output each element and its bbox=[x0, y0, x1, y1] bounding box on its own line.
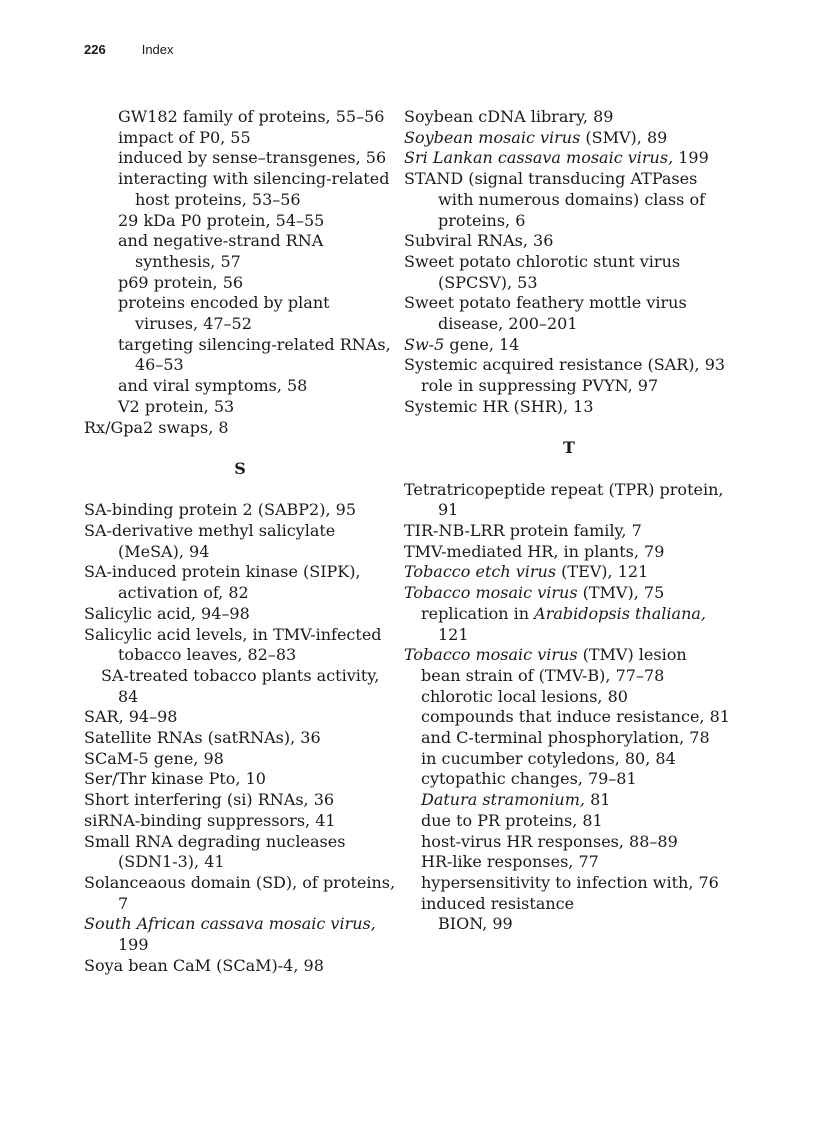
page-number: 226 bbox=[84, 42, 106, 57]
page-ref: 121 bbox=[438, 624, 469, 644]
index-entry: SAR, 94–98 bbox=[84, 707, 178, 727]
index-column-right bbox=[404, 107, 734, 935]
entry-text: replication in bbox=[421, 603, 535, 623]
section-letter-s: S bbox=[234, 458, 246, 478]
index-entry: Soybean cDNA library, 89 bbox=[404, 107, 614, 126]
entry-text: (TMV) lesion bbox=[577, 645, 687, 665]
italic-term: Datura stramonium, bbox=[421, 790, 585, 810]
section-letter-t: T bbox=[563, 438, 575, 458]
index-subentry bbox=[404, 604, 734, 645]
index-subentry: HR-like responses, 77 bbox=[421, 852, 599, 872]
index-subentry: in cucumber cotyledons, 80, 84 bbox=[421, 748, 676, 768]
page-ref: 81 bbox=[585, 790, 611, 810]
italic-term: South African cassava mosaic virus, bbox=[84, 914, 376, 934]
index-subentry: 29 kDa P0 protein, 54–55 bbox=[118, 210, 325, 230]
index-subentry: bean strain of (TMV-B), 77–78 bbox=[421, 665, 665, 685]
index-subentry: role in suppressing PVYN, 97 bbox=[421, 376, 659, 396]
page-ref: 199 bbox=[673, 148, 709, 168]
index-subentry: induced resistance bbox=[421, 893, 575, 913]
index-entry: Ser/Thr kinase Pto, 10 bbox=[84, 769, 266, 789]
index-column-left bbox=[84, 107, 396, 977]
index-entry bbox=[404, 335, 734, 356]
index-subentry: SA-treated tobacco plants activity, 84 bbox=[101, 665, 380, 706]
index-subentry: targeting silencing-related RNAs, 46–53 bbox=[118, 334, 391, 375]
index-entry bbox=[404, 645, 734, 666]
running-head bbox=[84, 42, 174, 57]
index-subentry: host-virus HR responses, 88–89 bbox=[421, 831, 678, 851]
italic-term: Tobacco mosaic virus bbox=[404, 583, 578, 603]
index-entry: Salicylic acid levels, in TMV-infected tobacco leaves, 82–83 bbox=[84, 624, 382, 665]
index-entry: SA-induced protein kinase (SIPK), activation of, 82 bbox=[84, 562, 361, 603]
index-subentry: proteins encoded by plant viruses, 47–52 bbox=[118, 293, 330, 334]
italic-term: Tobacco etch virus bbox=[404, 562, 557, 582]
italic-term: Tobacco mosaic virus bbox=[404, 645, 578, 665]
index-subentry: and C-terminal phosphorylation, 78 bbox=[421, 728, 710, 748]
entry-text: gene, 14 bbox=[444, 334, 520, 354]
index-entry: Short interfering (si) RNAs, 36 bbox=[84, 790, 335, 810]
index-subentry: cytopathic changes, 79–81 bbox=[421, 769, 637, 789]
index-entry bbox=[404, 562, 734, 583]
index-entry bbox=[404, 128, 734, 149]
italic-term: Sri Lankan cassava mosaic virus, bbox=[404, 148, 674, 168]
index-subentry: hypersensitivity to infection with, 76 bbox=[421, 872, 719, 892]
italic-term: Arabidopsis thaliana, bbox=[534, 603, 706, 623]
index-subentry: interacting with silencing-related host proteins, 53–56 bbox=[118, 169, 390, 209]
index-subentry: induced by sense–transgenes, 56 bbox=[118, 148, 387, 168]
index-subentry bbox=[404, 790, 734, 811]
index-entry: Tetratricopeptide repeat (TPR) protein, 91 bbox=[404, 479, 724, 520]
index-entry bbox=[84, 914, 396, 955]
index-entry: Systemic HR (SHR), 13 bbox=[404, 396, 594, 416]
index-entry: SA-derivative methyl salicylate (MeSA), 94 bbox=[84, 521, 336, 561]
index-subsubentry: BION, 99 bbox=[438, 914, 513, 934]
index-entry: TIR-NB-LRR protein family, 7 bbox=[404, 521, 642, 541]
index-entry: Sweet potato chlorotic stunt virus (SPCSV), 53 bbox=[404, 251, 681, 292]
index-entry: Subviral RNAs, 36 bbox=[404, 231, 554, 251]
index-entry: Sweet potato feathery mottle virus disease, 200–201 bbox=[404, 293, 687, 334]
index-entry: Salicylic acid, 94–98 bbox=[84, 603, 250, 623]
running-head-section: Index bbox=[141, 42, 174, 57]
index-subentry: due to PR proteins, 81 bbox=[421, 810, 603, 830]
index-entry: Small RNA degrading nucleases (SDN1-3), 41 bbox=[84, 831, 346, 872]
index-entry: SCaM-5 gene, 98 bbox=[84, 748, 224, 768]
index-subentry: p69 protein, 56 bbox=[118, 272, 244, 292]
index-subentry: compounds that induce resistance, 81 bbox=[421, 707, 730, 727]
index-subentry: and negative-strand RNA synthesis, 57 bbox=[118, 231, 324, 271]
index-entry: STAND (signal transducing ATPases with numerous domains) class of proteins, 6 bbox=[404, 169, 705, 230]
index-entry: Solanceaous domain (SD), of proteins, 7 bbox=[84, 872, 396, 913]
index-subentry: chlorotic local lesions, 80 bbox=[421, 686, 628, 706]
index-entry: SA-binding protein 2 (SABP2), 95 bbox=[84, 500, 357, 520]
index-entry: Rx/Gpa2 swaps, 8 bbox=[84, 417, 229, 437]
index-subentry: GW182 family of proteins, 55–56 bbox=[118, 107, 385, 126]
page-ref: 199 bbox=[118, 935, 149, 955]
italic-term: Soybean mosaic virus bbox=[404, 127, 581, 147]
index-entry: TMV-mediated HR, in plants, 79 bbox=[404, 541, 665, 561]
index-entry: siRNA-binding suppressors, 41 bbox=[84, 810, 336, 830]
index-entry: Soya bean CaM (SCaM)-4, 98 bbox=[84, 955, 324, 975]
index-entry: Systemic acquired resistance (SAR), 93 bbox=[404, 355, 726, 375]
entry-text: (TMV), 75 bbox=[577, 583, 665, 603]
index-subentry: V2 protein, 53 bbox=[118, 396, 235, 416]
index-entry: Satellite RNAs (satRNAs), 36 bbox=[84, 728, 321, 748]
index-subentry: and viral symptoms, 58 bbox=[118, 376, 308, 396]
index-subentry: impact of P0, 55 bbox=[118, 127, 251, 147]
index-entry bbox=[404, 583, 734, 604]
entry-text: (TEV), 121 bbox=[556, 562, 649, 582]
italic-term: Sw-5 bbox=[404, 334, 445, 354]
index-entry bbox=[404, 148, 734, 169]
entry-text: (SMV), 89 bbox=[580, 127, 668, 147]
